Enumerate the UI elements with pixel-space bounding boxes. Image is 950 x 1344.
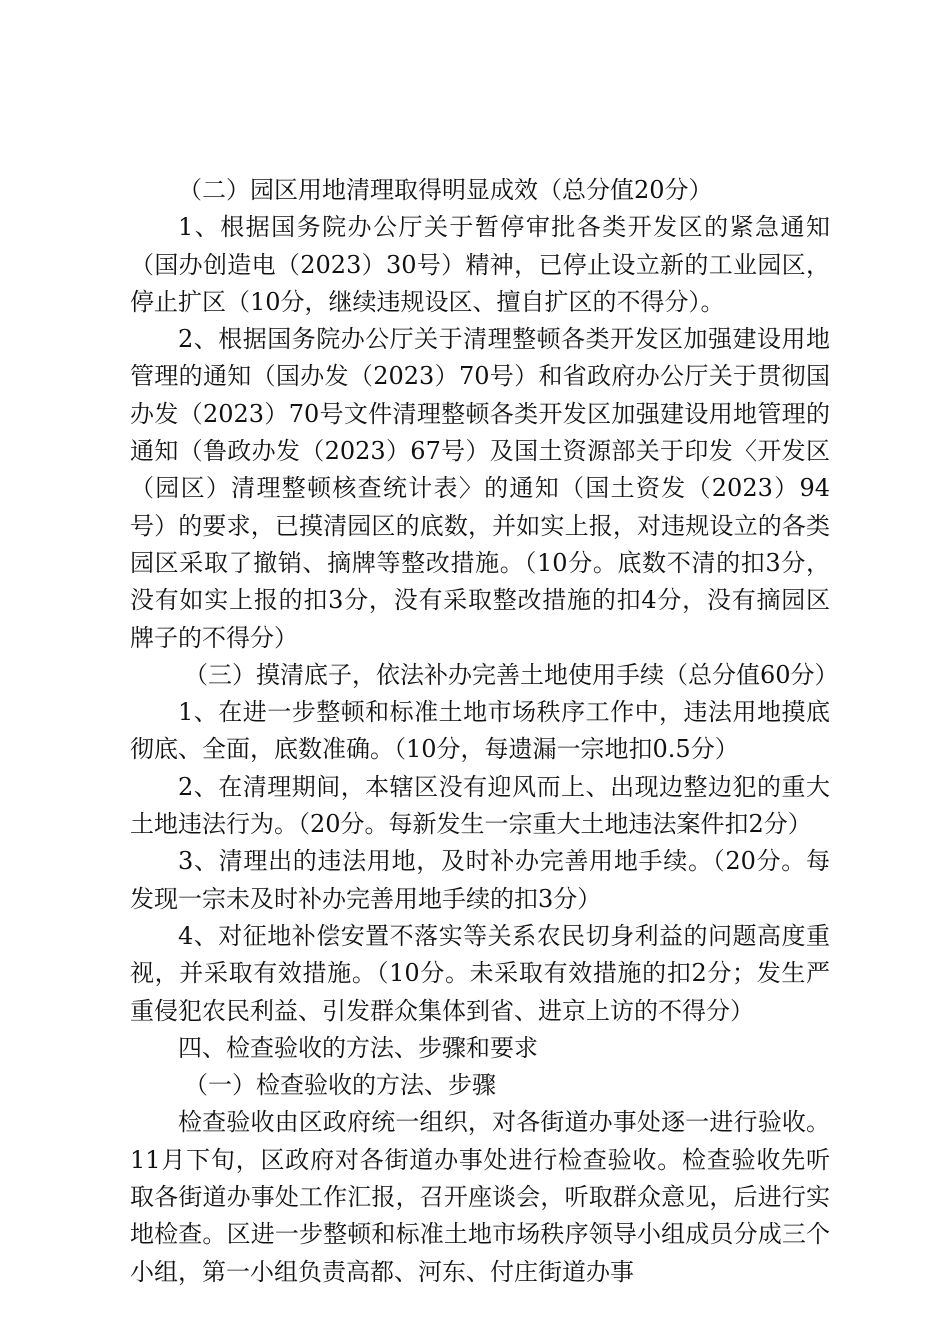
section-heading-inspection: 四、检查验收的方法、步骤和要求 xyxy=(178,1033,538,1062)
paragraph-item-2-no-new-violations: 2、在清理期间，本辖区没有迎风而上、出现边整边犯的重大土地违法行为。（20分。每新发生一宗重大土地违法案件扣2分） xyxy=(130,772,830,839)
paragraph-item-1-stop-new-parks: 1、根据国务院办公厅关于暂停审批各类开发区的紧急通知（国办创造电（2023）30号）精神，已停止设立新的工业园区，停止扩区（10分，继续违规设区、擅自扩区的不得分）。 xyxy=(130,213,830,316)
paragraph-item-3-complete-procedures: 3、清理出的违法用地，及时补办完善用地手续。（20分。每发现一宗未及时补办完善用地手续的扣3分） xyxy=(130,847,830,913)
paragraph-item-1-investigation: 1、在进一步整顿和标准土地市场秩序工作中，违法用地摸底彻底、全面，底数准确。（10分，每遗漏一宗地扣0.5分） xyxy=(130,698,830,764)
subsection-heading-inspection-steps: （一）检查验收的方法、步骤 xyxy=(184,1071,496,1100)
section-heading-park-land: （二）园区用地清理取得明显成效（总分值20分） xyxy=(178,176,713,204)
paragraph-item-2-clean-up-parks: 2、根据国务院办公厅关于清理整顿各类开发区加强建设用地管理的通知（国办发（2023）70号）和省政府办公厅关于贯彻国办发（2023）70号文件清理整顿各类开发区加强建设用地管理的通知（鲁政办发（2023）67号）及国土资源部关于印发〈开发区（园区）清理整顿核查统计表〉的通知（国土资发（2023）94号）的要求，已摸清园区的底数，并如实上报，对违规设立的各类园区采取了撤销、摘牌等整改措施。（10分。底数不清的扣3分，没有如实上报的扣3分，没有采取整改措施的扣4分，没有摘园区牌子的不得分） xyxy=(130,325,830,652)
document-page xyxy=(130,172,839,1291)
section-heading-land-procedures: （三）摸清底子，依法补办完善土地使用手续（总分值60分） xyxy=(184,660,839,689)
paragraph-item-4-farmer-interests: 4、对征地补偿安置不落实等关系农民切身利益的问题高度重视，并采取有效措施。（10分。未采取有效措施的扣2分；发生严重侵犯农民利益、引发群众集体到省、进京上访的不得分） xyxy=(130,921,830,1025)
paragraph-inspection-process: 检查验收由区政府统一组织，对各街道办事处逐一进行验收。11月下旬，区政府对各街道办事处进行检查验收。检查验收先听取各街道办事处工作汇报，召开座谈会，听取群众意见，后进行实地检查。区进一步整顿和标准土地市场秩序领导小组成员分成三个小组，第一小组负责高都、河东、付庄街道办事 xyxy=(130,1108,830,1286)
